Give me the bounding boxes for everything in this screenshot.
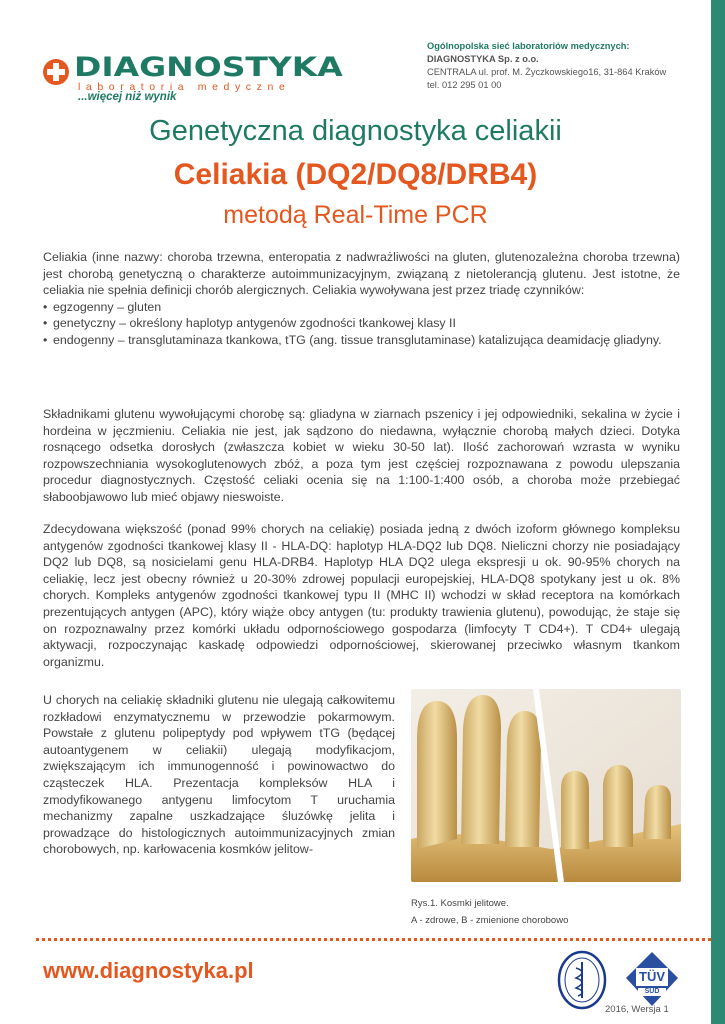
company-logo[interactable] [42, 52, 343, 106]
dotted-divider [36, 938, 711, 941]
company-phone: tel. 012 295 01 00 [427, 80, 502, 90]
tuv-label: TÜV [639, 969, 665, 984]
side-accent-bar [711, 0, 725, 1024]
contact-info [427, 40, 666, 92]
figure-caption [411, 895, 568, 929]
intro-section [43, 249, 680, 349]
tuv-certification-badge [624, 950, 680, 1008]
list-item: • genetyczny – określony haplotyp antygenów zgodności tkankowej klasy II [43, 315, 680, 332]
caption-legend: A - zdrowe, B - zmienione chorobowo [411, 915, 569, 926]
paragraph-hla: Zdecydowana większość (ponad 99% chorych na celiakię) posiada jedną z dwóch izoform głównego kompleksu antygenów zgodności tkankowej klasy II - HLA-DQ: haplotyp HLA-DQ2 lub DQ8. Nieliczni chorzy nie posiadający DQ2 lub DQ8, są nosicielami genu HLA-DRB4. Haplotyp HLA DQ2 ulega ekspresji u ok. 90-95% chorych na celiakię, lecz jest obecny również u 20-30% zdrowej populacji europejskiej, HLA-DQ8 spotykany jest u ok. 8% chorych. Kompleks antygenów zgodności tkankowej typu II (MHC II) wchodzi w skład receptora na komórkach prezentujących antygen (APC), który wiąże obcy antygen (tu: produkty trawienia glutenu), powodując, że staje się on rozpoznawalny przez komórki układu odpornościowego gospodarza (limfocyty T CD4+). T CD4+ ulegają aktywacji, rozpoczynając kaskadę odpowiedzi odpornościowej, skierowanej przeciwko własnym tkankom organizmu. [43, 522, 680, 669]
network-label: Ogólnopolska sieć laboratoriów medycznych: [427, 41, 630, 51]
list-item: • egzogenny – gluten [43, 299, 680, 316]
paragraph-mechanism: U chorych na celiakię składniki glutenu nie ulegają całkowitemu rozkładowi enzymatycznemu w przewodzie pokarmowym. Powstałe z glutenu polipeptydy pod wpływem tTG (będącej autoantygenem w celiakii) ulegają modyfikacjom, zwiększającym ich immunogenność i powinowactwo do cząsteczek HLA. Prezentacja kompleksów HLA i zmodyfikowanego antygenu limfocytom T uruchamia mechanizmy zapalne uszkadzające śluzówkę jelita i prowadzące do histologicznych autoimmunizacyjnych zmian chorobowych, np. karłowacenia kosmków jelitow- [43, 693, 395, 857]
document-version: 2016, Wersja 1 [605, 1004, 669, 1015]
intestinal-villi-image [411, 689, 681, 882]
factor-list [43, 299, 680, 349]
logo-subtitle: laboratoria medyczne [78, 81, 291, 93]
paragraph-gluten: Składnikami glutenu wywołującymi chorobę są: gliadyna w ziarnach pszenicy i jej odpowiedniki, sekalina w życie i hordeina w jęczmieniu. Celiakia nie jest, jak sądzono do niedawna, wyłącznie chorobą małych dzieci. Dotyka rosnącego odsetka dorosłych (zwłaszcza kobiet w wieku 30-50 lat). Ilość zachorowań wzrasta w wyniku rozpowszechniania wysokoglutenowych zbóż, a poza tym jest częściej rozpoznawana z powodu ulepszania procedur diagnostycznych. Częstość celiaki ocenia się na 1:100-1:400 osób, a choroba może przebiegać słaboobjawowo lub mieć objawy nieswoiste. [43, 407, 680, 504]
logo-brand: DIAGNOSTYKA [74, 52, 343, 83]
list-item: • endogenny – transglutaminaza tkankowa, tTG (ang. tissue transglutaminase) katalizująca deamidację gliadyny. [43, 332, 680, 349]
page-subtitle: Celiakia (DQ2/DQ8/DRB4) [173, 158, 538, 191]
page-title: Genetyczna diagnostyka celiakii [149, 115, 562, 147]
medical-cross-icon [42, 58, 70, 86]
website-link[interactable]: www.diagnostyka.pl [43, 958, 254, 983]
tuv-sub-label: SÜD [644, 988, 660, 995]
paragraph-intro: Celiakia (inne nazwy: choroba trzewna, enteropatia z nadwrażliwości na gluten, glutenozależna choroba trzewna) jest chorobą genetyczną o charakterze autoimmunizacyjnym, związaną z nietolerancją glutenu. Jest istotne, że celiakia nie spełnia definicji chorób alergicznych. Celiakia wywoływana jest przez triadę czynników: [43, 250, 680, 298]
company-name: DIAGNOSTYKA Sp. z o.o. [427, 54, 539, 64]
caption-title: Rys.1. Kosmki jelitowe. [411, 898, 509, 909]
medical-seal-icon [557, 950, 607, 1010]
company-address: CENTRALA ul. prof. M. Życzkowskiego16, 31-864 Kraków [427, 67, 667, 77]
logo-slogan: ...więcej niż wynik [78, 91, 177, 103]
page-method: metodą Real-Time PCR [223, 201, 488, 229]
